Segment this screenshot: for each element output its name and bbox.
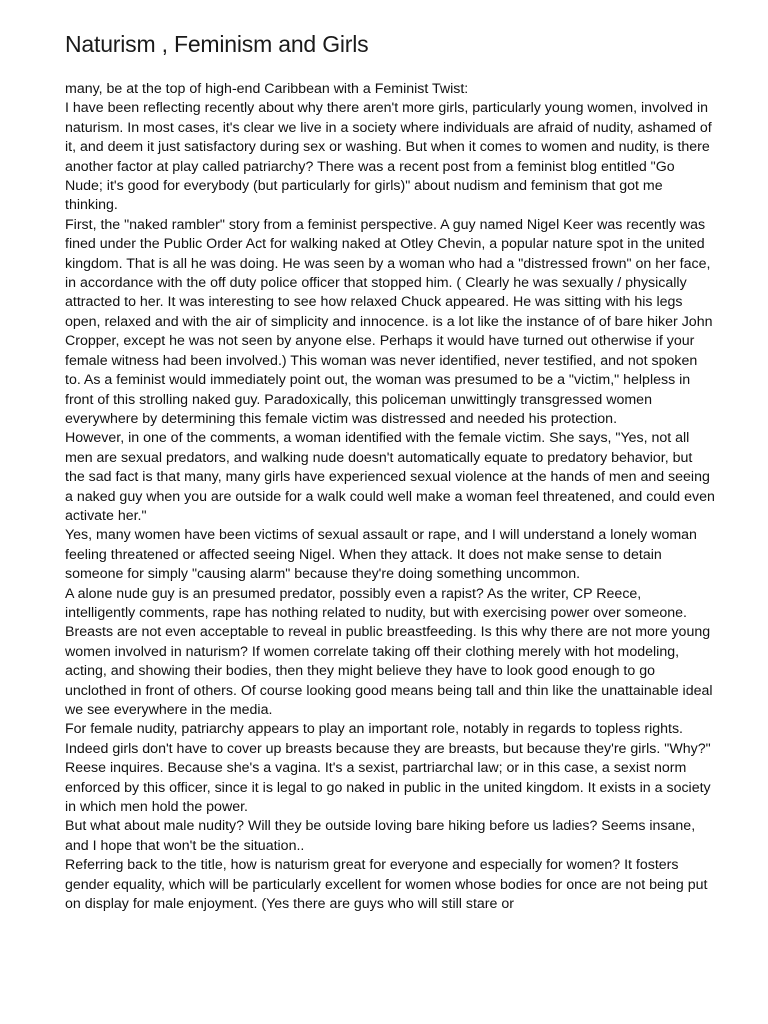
paragraph-reflection: I have been reflecting recently about why there aren't more girls, particularly young women, involved in naturism. In most cases, it's clear we live in a society where individuals are afraid of nudity, ashamed of it, and deem it just satisfactory during sex or washing. But when it comes to women and nudity, is there another factor at play called patriarchy? There was a recent post from a feminist blog entitled "Go Nude; it's good for everybody (but particularly for girls)" about nudism and feminism that got me thinking.: [65, 100, 712, 214]
paragraph-breasts: Breasts are not even acceptable to reveal in public breastfeeding. Is this why there are not more young women involved in naturism? If women correlate taking off their clothing merely with hot modeling, acting, and showing their bodies, then they might believe they have to look good enough to go unclothed in front of others. Of course looking good means being tall and thin like the unattainable ideal we see everywhere in the media.: [65, 624, 713, 718]
paragraph-intro: many, be at the top of high-end Caribbean with a Feminist Twist:: [65, 81, 469, 97]
document-page: [65, 30, 715, 914]
document-title: Naturism , Feminism and Girls: [65, 31, 369, 57]
document-body: [65, 80, 715, 914]
paragraph-comment: However, in one of the comments, a woman identified with the female victim. She says, "Yes, not all men are sexual predators, and walking nude doesn't automatically equate to predatory behavior, but the sad fact is that many, many girls have experienced sexual violence at the hands of men and seeing a naked guy when you are outside for a walk could well make a woman feel threatened, and could even activate her.": [65, 430, 715, 524]
paragraph-title-reference: Referring back to the title, how is naturism great for everyone and especially for women? It fosters gender equality, which will be particularly excellent for women whose bodies for once are not being put on display for male enjoyment. (Yes there are guys who will still stare or: [65, 857, 708, 913]
paragraph-predator: A alone nude guy is an presumed predator, possibly even a rapist? As the writer, CP Reece, intelligently comments, rape has nothing related to nudity, but with exercising power over someone.: [65, 585, 687, 621]
paragraph-naked-rambler: First, the "naked rambler" story from a feminist perspective. A guy named Nigel Keer was recently was fined under the Public Order Act for walking naked at Otley Chevin, a popular nature spot in the united kingdom. That is all he was doing. He was seen by a woman who had a "distressed frown" on her face, in accordance with the off duty police officer that stopped him. ( Clearly he was sexually / physically attracted to her. It was interesting to see how relaxed Chuck appeared. He was sitting with his legs open, relaxed and with the air of simplicity and innocence. is a lot like the instance of of bare hiker John Cropper, except he was not seen by anyone else. Perhaps it would have turned out otherwise if your female witness had been involved.) This woman was never identified, never testified, and not spoken to. As a feminist would immediately point out, the woman was presumed to be a "victim," helpless in front of this strolling naked guy. Paradoxically, this policeman unwittingly transgressed women everywhere by determining this female victim was distressed and needed his protection.: [65, 216, 713, 427]
paragraph-patriarchy: For female nudity, patriarchy appears to play an important role, notably in regards to topless rights. Indeed girls don't have to cover up breasts because they are breasts, but because they're girls. "Why?" Reese inquires. Because she's a vagina. It's a sexist, partriarchal law; or in this case, a sexist norm enforced by this officer, since it is legal to go naked in public in the united kingdom. It exists in a society in which men hold the power.: [65, 721, 711, 816]
paragraph-victims: Yes, many women have been victims of sexual assault or rape, and I will understand a lonely woman feeling threatened or affected seeing Nigel. When they attack. It does not make sense to detain someone for simply "causing alarm" because they're doing something uncommon.: [65, 527, 697, 583]
paragraph-male-nudity: But what about male nudity? Will they be outside loving bare hiking before us ladies? Seems insane, and I hope that won't be the situation..: [65, 818, 696, 854]
